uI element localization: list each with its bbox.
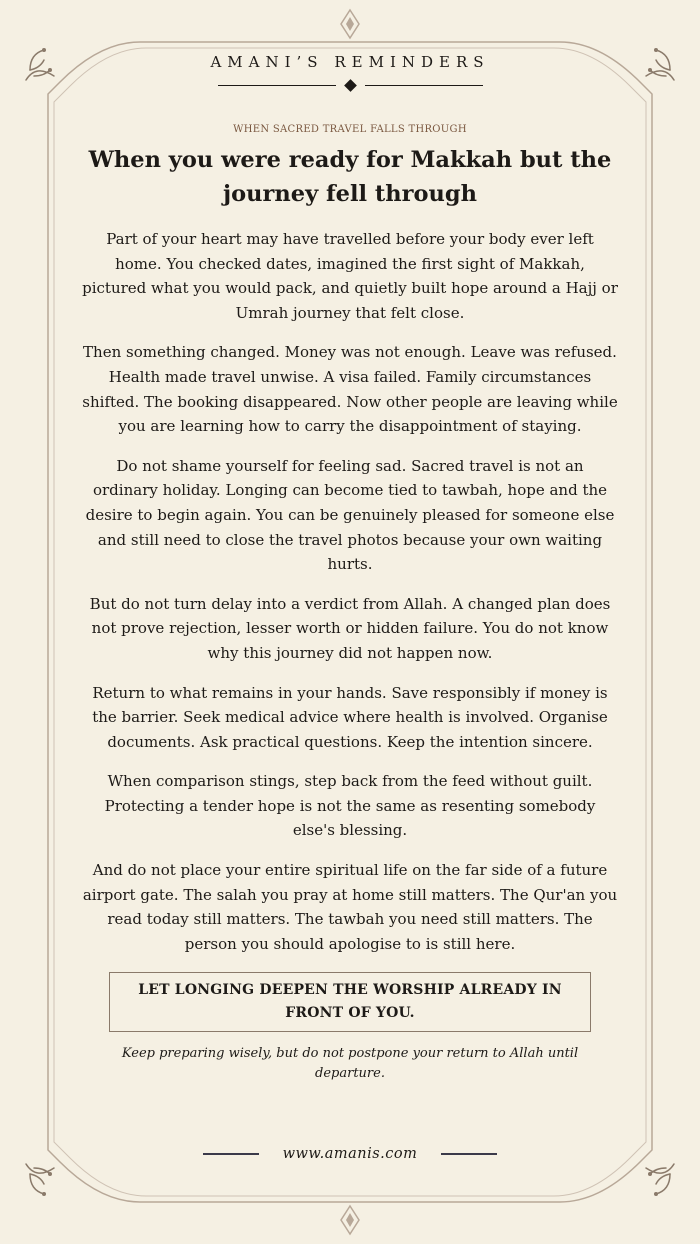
reminder-card xyxy=(82,50,618,1084)
divider-line xyxy=(365,85,483,87)
paragraph: And do not place your entire spiritual life on the far side of a future airport gate. The salah you pray at home still matters. The Qur'an you read today still matters. The tawbah you need still matters. The person you should apologise to is still here. xyxy=(82,861,618,953)
top-diamond-ornament xyxy=(341,10,359,38)
article-title: When you were ready for Makkah but the journey fell through xyxy=(88,147,612,207)
paragraph: Do not shame yourself for feeling sad. Sacred travel is not an ordinary holiday. Longing can become tied to tawbah, hope and the desire to begin again. You can be genuinely pleased for someone else and still need to close the travel photos because your own waiting hurts. xyxy=(85,456,615,574)
brand-title: AMANI’S REMINDERS xyxy=(210,53,490,71)
paragraph: When comparison stings, step back from the feed without guilt. Protecting a tender hope is not the same as resenting somebody else's blessing. xyxy=(104,772,596,840)
footer xyxy=(0,1146,700,1162)
fleur-corner-icon xyxy=(632,40,680,88)
diamond-icon xyxy=(344,79,357,92)
closing-note: Keep preparing wisely, but do not postpone your return to Allah until departure. xyxy=(121,1046,579,1082)
paragraph: Return to what remains in your hands. Save responsibly if money is the barrier. Seek medical advice where health is involved. Organise documents. Ask practical questions. Keep the intention sincere. xyxy=(92,683,608,751)
brand-divider xyxy=(82,81,618,90)
fleur-corner-icon xyxy=(20,1156,68,1204)
callout-box: LET LONGING DEEPEN THE WORSHIP ALREADY IN FRONT OF YOU. xyxy=(109,972,591,1032)
fleur-corner-icon xyxy=(632,1156,680,1204)
paragraph: But do not turn delay into a verdict from Allah. A changed plan does not prove rejection, lesser worth or hidden failure. You do not know why this journey did not happen now. xyxy=(89,594,611,662)
paragraph: Part of your heart may have travelled before your body ever left home. You checked dates, imagined the first sight of Makkah, pictured what you would pack, and quietly built hope around a Hajj or Umrah journey that felt close. xyxy=(82,230,618,322)
divider-line xyxy=(218,85,336,87)
bottom-diamond-ornament xyxy=(341,1206,359,1234)
website-link[interactable]: www.amanis.com xyxy=(282,1146,418,1162)
divider-line xyxy=(203,1153,259,1155)
divider-line xyxy=(441,1153,497,1155)
paragraph: Then something changed. Money was not enough. Leave was refused. Health made travel unwise. A visa failed. Family circumstances shifted. The booking disappeared. Now other people are leaving while you are learning how to carry the disappointment of staying. xyxy=(82,343,618,436)
fleur-corner-icon xyxy=(20,40,68,88)
article-kicker: WHEN SACRED TRAVEL FALLS THROUGH xyxy=(233,124,467,135)
